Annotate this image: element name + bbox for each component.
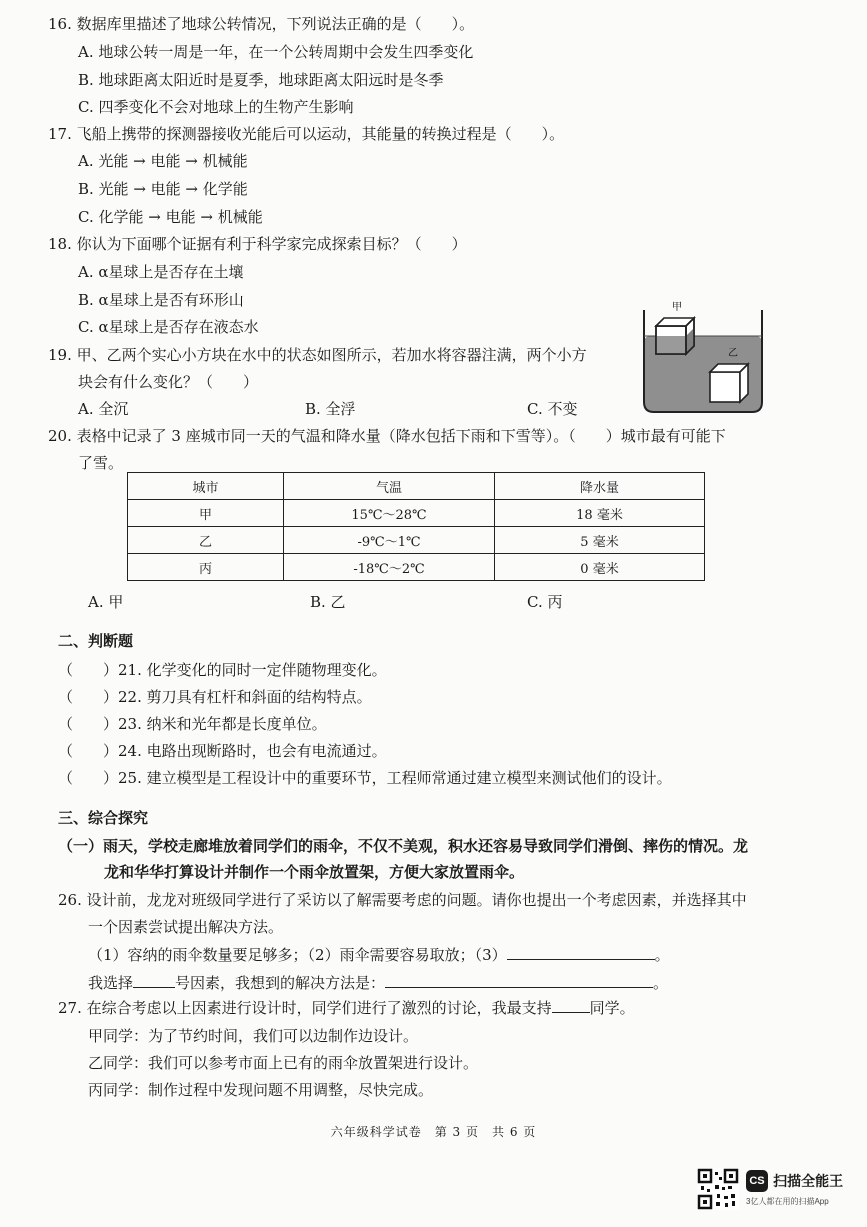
- q27-opinion-jia: 甲同学：为了节约时间，我们可以边制作边设计。: [88, 1027, 419, 1045]
- q20-option-c: C. 丙: [527, 593, 563, 611]
- qr-code-icon: [697, 1168, 739, 1210]
- table-cell: -18℃～2℃: [284, 554, 495, 581]
- q17-option-c: C. 化学能 → 电能 → 机械能: [78, 208, 263, 226]
- q18-stem: 18. 你认为下面哪个证据有利于科学家完成探索目标？（ ）: [48, 235, 467, 253]
- brand-slogan: 3亿人都在用的扫描App: [746, 1197, 829, 1206]
- table-row: [128, 500, 705, 527]
- q17-option-a: A. 光能 → 电能 → 机械能: [78, 152, 248, 170]
- table-cell: 乙: [128, 527, 284, 554]
- q26-solution-blank[interactable]: [385, 973, 653, 988]
- q26-factors-line: [88, 945, 670, 965]
- q17-option-b: B. 光能 → 电能 → 化学能: [78, 180, 248, 198]
- q19-option-b: B. 全浮: [305, 400, 356, 418]
- q16-option-b: B. 地球距离太阳近时是夏季，地球距离太阳远时是冬季: [78, 71, 444, 89]
- q19-figure-container: [636, 298, 772, 418]
- q19-option-a: A. 全沉: [78, 400, 129, 418]
- q19-option-c: C. 不变: [527, 400, 578, 418]
- judge-item-24: （ ）24. 电路出现断路时，也会有电流通过。: [58, 742, 387, 760]
- q26-choice-blank[interactable]: [133, 973, 175, 988]
- section-2-title: 二、判断题: [58, 632, 134, 650]
- q16-option-a: A. 地球公转一周是一年，在一个公转周期中会发生四季变化: [78, 43, 474, 61]
- q18-option-b: B. α星球上是否有环形山: [78, 291, 244, 309]
- table-cell: 丙: [128, 554, 284, 581]
- weather-table: [127, 472, 705, 581]
- judge-item-22: （ ）22. 剪刀具有杠杆和斜面的结构特点。: [58, 688, 372, 706]
- q27-stem: [58, 998, 635, 1018]
- q26-stem-line2: 一个因素尝试提出解决方法。: [88, 918, 284, 936]
- q26-factor-blank[interactable]: [507, 945, 655, 960]
- figure-label-jia: 甲: [672, 302, 682, 313]
- section-3-intro-line2: 龙和华华打算设计并制作一个雨伞放置架，方便大家放置雨伞。: [104, 863, 525, 881]
- q26-choice-text: 我选择: [88, 974, 134, 992]
- q26-factors-text: （1）容纳的雨伞数量要足够多；（2）雨伞需要容易取放；（3）: [88, 946, 507, 964]
- section-3-intro-line1: （一）雨天，学校走廊堆放着同学们的雨伞，不仅不美观，积水还容易导致同学们滑倒、摔伤的情况。龙: [58, 837, 749, 855]
- table-cell: 5 毫米: [495, 527, 705, 554]
- q26-solution-end: 。: [653, 974, 669, 992]
- q17-stem: 17. 飞船上携带的探测器接收光能后可以运动，其能量的转换过程是（ ）。: [48, 125, 565, 143]
- q20-stem-line1: 20. 表格中记录了 3 座城市同一天的气温和降水量（降水包括下雨和下雪等）。（ ）城市最有可能下: [48, 427, 726, 445]
- table-cell: -9℃～1℃: [284, 527, 495, 554]
- table-row: [128, 527, 705, 554]
- q27-stem-end: 同学。: [589, 999, 635, 1017]
- section-3-title: 三、综合探究: [58, 809, 149, 827]
- q26-stem-line1: 26. 设计前，龙龙对班级同学进行了采访以了解需要考虑的问题。请你也提出一个考虑因素，并选择其中: [58, 891, 747, 909]
- q18-option-a: A. α星球上是否存在土壤: [78, 263, 244, 281]
- table-cell: 甲: [128, 500, 284, 527]
- cube-yi: [710, 364, 748, 402]
- cube-jia: [656, 318, 694, 354]
- q26-choice-line: [88, 973, 668, 993]
- q19-stem-line2: 块会有什么变化？（ ）: [78, 373, 259, 391]
- q18-option-c: C. α星球上是否存在液态水: [78, 318, 259, 336]
- table-header: 气温: [284, 473, 495, 500]
- table-header: 降水量: [495, 473, 705, 500]
- cs-logo-icon: CS: [746, 1170, 768, 1192]
- brand-name: 扫描全能王: [773, 1173, 844, 1189]
- q26-solution-text: 号因素，我想到的解决方法是：: [175, 974, 386, 992]
- table-cell: 15℃～28℃: [284, 500, 495, 527]
- q27-stem-text: 27. 在综合考虑以上因素进行设计时，同学们进行了激烈的讨论，我最支持: [58, 999, 552, 1017]
- scanner-brand: [746, 1170, 851, 1207]
- q20-option-b: B. 乙: [310, 593, 346, 611]
- table-cell: 0 毫米: [495, 554, 705, 581]
- q20-option-a: A. 甲: [88, 593, 124, 611]
- judge-item-21: （ ）21. 化学变化的同时一定伴随物理变化。: [58, 661, 387, 679]
- judge-item-23: （ ）23. 纳米和光年都是长度单位。: [58, 715, 327, 733]
- q27-opinion-yi: 乙同学：我们可以参考市面上已有的雨伞放置架进行设计。: [88, 1054, 479, 1072]
- q27-blank[interactable]: [552, 998, 590, 1013]
- q16-stem: 16. 数据库里描述了地球公转情况，下列说法正确的是（ ）。: [48, 15, 475, 33]
- figure-label-yi: 乙: [728, 348, 738, 359]
- table-row: [128, 554, 705, 581]
- q20-stem-line2: 了雪。: [78, 454, 124, 472]
- table-header-row: [128, 473, 705, 500]
- q16-option-c: C. 四季变化不会对地球上的生物产生影响: [78, 98, 354, 116]
- table-header: 城市: [128, 473, 284, 500]
- page-footer: 六年级科学试卷 第 3 页 共 6 页: [330, 1125, 537, 1139]
- table-cell: 18 毫米: [495, 500, 705, 527]
- q27-opinion-bing: 丙同学：制作过程中发现问题不用调整，尽快完成。: [88, 1081, 434, 1099]
- q19-stem-line1: 19. 甲、乙两个实心小方块在水中的状态如图所示，若加水将容器注满，两个小方: [48, 346, 587, 364]
- q26-factors-end: 。: [654, 946, 670, 964]
- judge-item-25: （ ）25. 建立模型是工程设计中的重要环节，工程师常通过建立模型来测试他们的设计。: [58, 769, 672, 787]
